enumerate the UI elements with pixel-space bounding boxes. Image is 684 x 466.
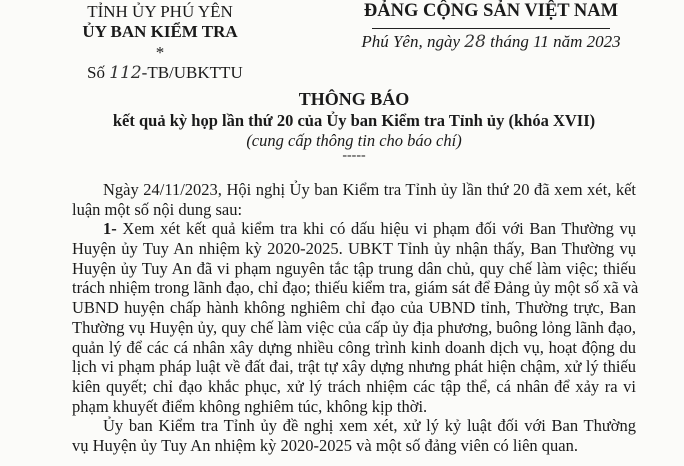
document-date: [361, 32, 620, 52]
number-handwritten: 112: [109, 63, 142, 83]
body-line: Ngày 24/11/2023, Hội nghị Ủy ban Kiểm tra Tỉnh ủy lần thứ 20 đã xem xét, kết: [103, 180, 636, 199]
body-line: quản lý để các cá nhân xây dựng nhiều công trình kinh doanh dịch vụ, hoạt động du: [72, 337, 636, 357]
body-line: [72, 219, 636, 239]
document-note: (cung cấp thông tin cho báo chí): [246, 131, 462, 150]
party-underline: [372, 28, 610, 29]
number-prefix: Số: [87, 63, 105, 82]
title-separator: -----: [342, 148, 366, 163]
document-number: [87, 63, 243, 83]
item-number: 1-: [103, 219, 117, 239]
star-separator: *: [155, 43, 165, 62]
body-line: trách nhiệm trong lãnh đạo, chỉ đạo; thiếu kiểm tra, giám sát để Đảng ủy một số xã và: [72, 278, 639, 298]
body-line: UBND huyện chấp hành không nghiêm chỉ đạo của UBND tỉnh, Thường trực, Ban: [72, 298, 636, 318]
body-line: vụ Huyện ủy Tuy An nhiệm kỳ 2020-2025 và một số đảng viên có liên quan.: [72, 435, 578, 455]
body-line: Huyện ủy Tuy An đã vi phạm nguyên tắc tập trung dân chủ, quy chế làm việc; thiếu: [72, 258, 636, 278]
body-line: Ủy ban Kiểm tra Tỉnh ủy đề nghị xem xét, xử lý kỷ luật đối với Ban Thường: [103, 416, 636, 436]
date-day: 28: [464, 32, 486, 52]
party-name: ĐẢNG CỘNG SẢN VIỆT NAM: [363, 1, 619, 21]
document-title: THÔNG BÁO: [298, 89, 410, 109]
body-line: lịch vi phạm pháp luật về đất đai, trật tự xây dựng nhưng phát hiện chậm, xử lý thiếu: [72, 357, 636, 377]
body-line: luận một số nội dung sau:: [72, 199, 243, 219]
number-suffix: -TB/UBKTTU: [141, 63, 243, 82]
document-subtitle: kết quả kỳ họp lần thứ 20 của Ủy ban Kiểm tra Tỉnh ủy (khóa XVII): [112, 111, 596, 130]
body-line: Thường vụ Huyện ủy, quy chế làm việc của cấp ủy địa phương, buông lỏng lãnh đạo,: [72, 317, 636, 337]
body-line: kiên quyết; chỉ đạo khắc phục, xử lý trách nhiệm các tập thể, cá nhân để xảy ra vi: [72, 376, 636, 396]
body-line-text: Xem xét kết quả kiểm tra khi có dấu hiệu vi phạm đối với Ban Thường vụ: [122, 219, 636, 239]
date-prefix: Phú Yên, ngày: [361, 32, 461, 51]
body-line: Huyện ủy Tuy An nhiệm kỳ 2020-2025. UBKT Tỉnh ủy nhận thấy, Ban Thường vụ: [72, 239, 636, 259]
org-subname: ỦY BAN KIỂM TRA: [82, 22, 238, 41]
date-suffix: tháng 11 năm 2023: [490, 32, 621, 51]
org-name: TỈNH ỦY PHÚ YÊN: [87, 2, 233, 21]
document-body: [72, 180, 639, 456]
body-line: phạm khuyết điểm không nghiêm túc, không kịp thời.: [72, 396, 428, 416]
